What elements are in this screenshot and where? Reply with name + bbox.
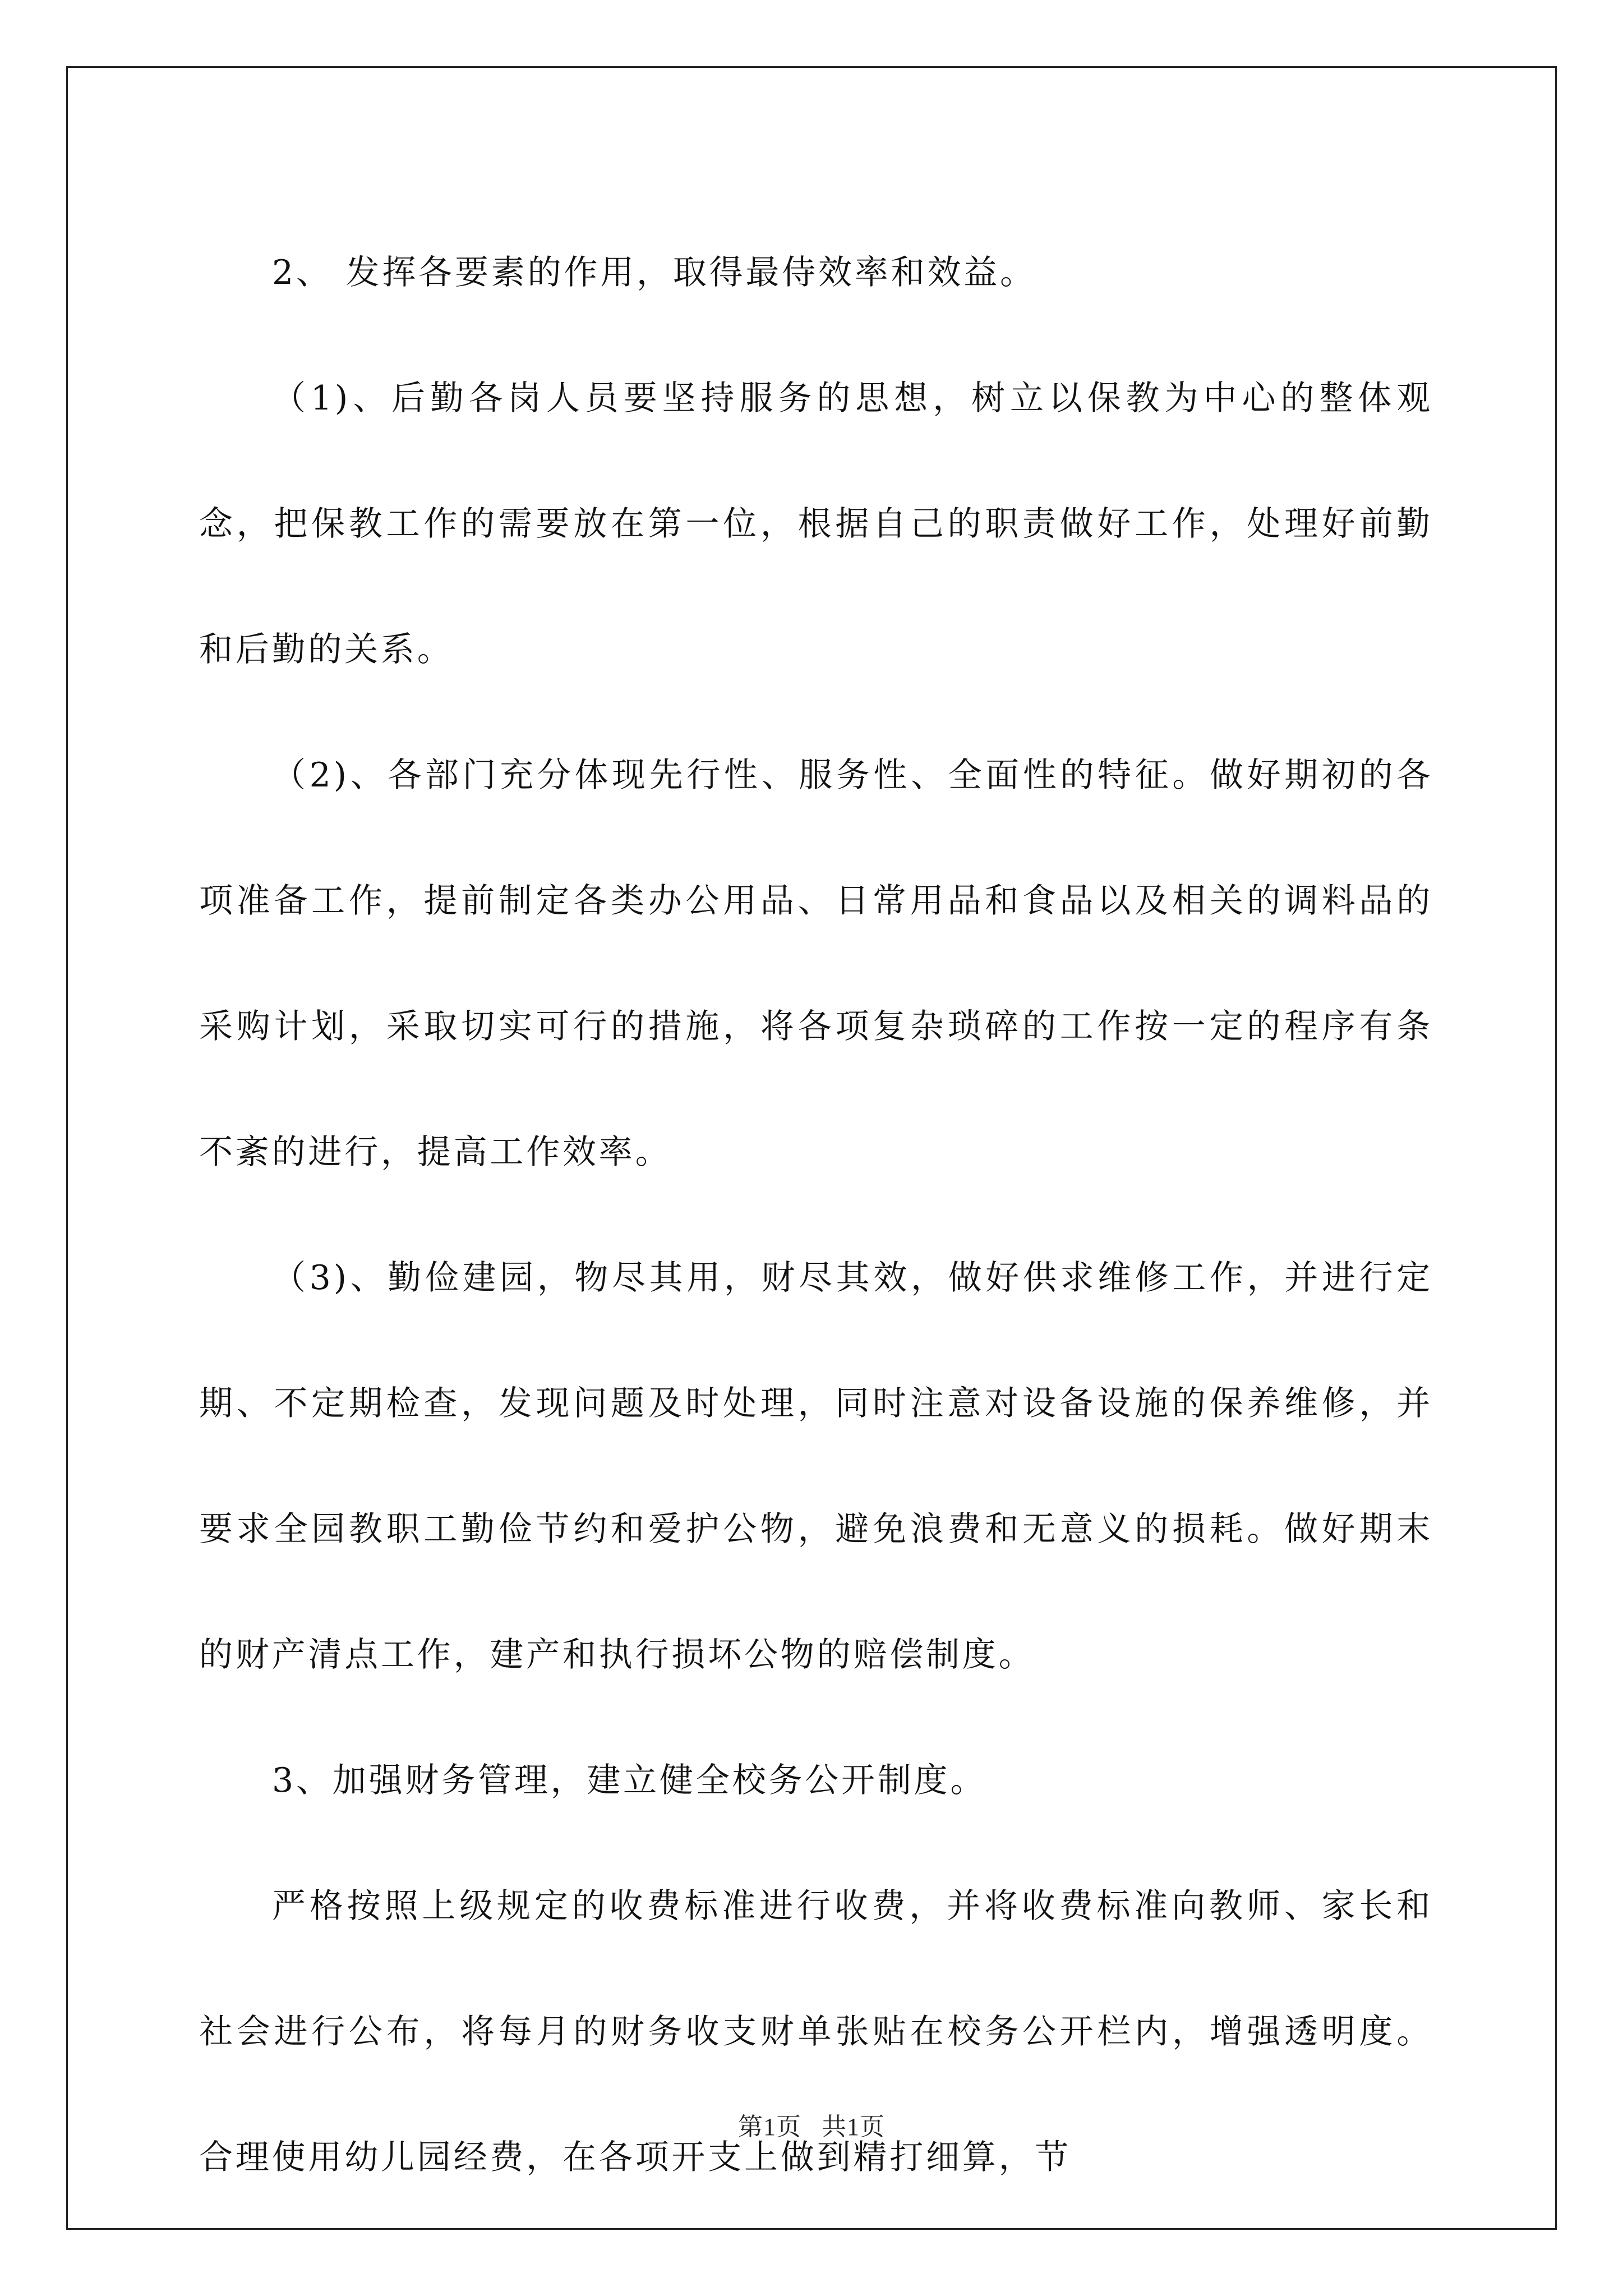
- paragraph-section-2-heading: 2、 发挥各要素的作用，取得最侍效率和效益。: [272, 253, 1036, 292]
- paragraph-item-2: （2)、各部门充分体现先行性、服务性、全面性的特征。做好期初的各项准备工作，提前制定各类办公用品、日常用品和食品以及相关的调料品的采购计划，采取切实可行的措施，将各项复杂琐碎的工作按一定的程序有条不紊的进行，提高工作效率。: [199, 756, 1433, 1172]
- page-footer: [0, 2110, 1623, 2144]
- footer-spacer: [801, 2113, 822, 2141]
- paragraph-item-1: （1)、后勤各岗人员要坚持服务的思想，树立以保教为中心的整体观念，把保教工作的需要放在第一位，根据自己的职责做好工作，处理好前勤和后勤的关系。: [199, 379, 1433, 669]
- paragraph-finance-body: 严格按照上级规定的收费标准进行收费，并将收费标准向教师、家长和社会进行公布，将每月的财务收支财单张贴在校务公开栏内，增强透明度。合理使用幼儿园经费，在各项开支上做到精打细算，节: [199, 1887, 1433, 2177]
- page-number: 第1页: [738, 2113, 801, 2141]
- page-total: 共1页: [822, 2113, 885, 2141]
- paragraph-item-3: （3)、勤俭建园，物尽其用，财尽其效，做好供求维修工作，并进行定期、不定期检查，发现问题及时处理，同时注意对设备设施的保养维修，并要求全园教职工勤俭节约和爱护公物，避免浪费和无意义的损耗。做好期末的财产清点工作，建产和执行损坏公物的赔偿制度。: [199, 1258, 1433, 1674]
- paragraph-section-3-heading: 3、加强财务管理，建立健全校务公开制度。: [272, 1761, 987, 1800]
- document-body: [199, 210, 1433, 2220]
